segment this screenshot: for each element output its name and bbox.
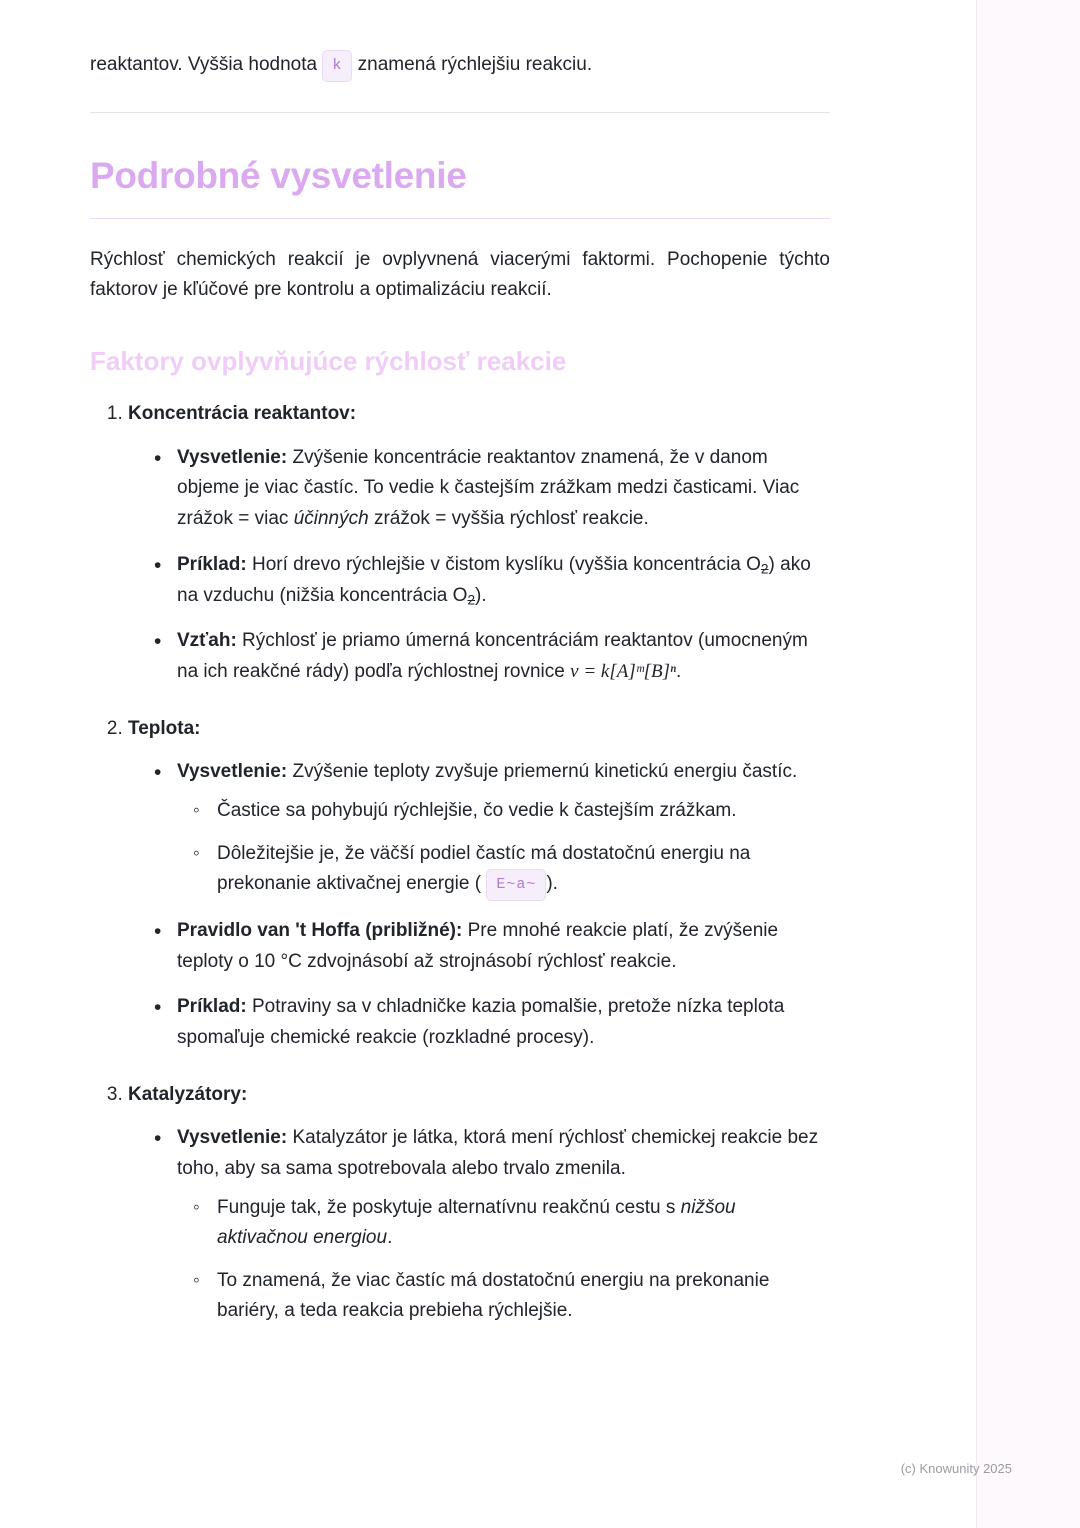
sub-bullet-text: To znamená, že viac častíc má dostatočnú energiu na prekonanie bariéry, a teda reakcia prebieha rýchlejšie. — [217, 1269, 770, 1321]
list-item — [191, 839, 830, 901]
document-content — [90, 0, 830, 1352]
section-divider — [90, 112, 830, 113]
sub-details-list — [177, 1193, 830, 1326]
bullet-text-cont: zrážok = vyššia rýchlosť reakcie. — [368, 508, 649, 530]
page-right-margin-strip — [976, 0, 1080, 1528]
page-title: Podrobné vysvetlenie — [90, 155, 467, 196]
rate-equation-formula: v = k[A]ᵐ[B]ⁿ — [570, 661, 677, 683]
factor-details-list — [128, 443, 830, 688]
list-item — [191, 1193, 830, 1253]
bullet-lead: Vzťah: — [177, 630, 237, 652]
subsection-title: Faktory ovplyvňujúce rýchlosť reakcie — [90, 346, 567, 377]
list-item — [191, 1266, 830, 1326]
list-item — [150, 550, 830, 612]
list-item — [150, 626, 830, 688]
list-item — [128, 714, 830, 1054]
sub-bullet-text: Dôležitejšie je, že väčší podiel častíc má dostatočnú energiu na prekonanie aktivačnej energie ( — [217, 843, 751, 895]
bullet-text: Zvýšenie koncentrácie reaktantov znamená, že v danom objeme je viac častíc. To vedie k častejším zrážkam medzi časticami. Viac zrážok = viac — [177, 446, 800, 530]
inline-code-k: k — [322, 50, 352, 82]
title-underline — [90, 218, 830, 219]
factors-list — [90, 399, 830, 1326]
subscript-two: 2 — [760, 561, 769, 577]
sub-bullet-text-end: ). — [546, 873, 558, 895]
bullet-text: Rýchlosť je priamo úmerná koncentráciám reaktantov (umocneným na ich reakčné rády) podľa rýchlostnej rovnice — [177, 630, 808, 683]
inline-code-activation-energy: E~a~ — [486, 869, 546, 901]
sub-bullet-text: Funguje tak, že poskytuje alternatívnu reakčnú cestu s — [217, 1196, 681, 1218]
copyright-credit: (c) Knowunity 2025 — [900, 1461, 1012, 1476]
bullet-lead: Príklad: — [177, 553, 247, 575]
sub-details-list — [177, 796, 830, 901]
bullet-text-cont: ) ako na vzduchu (nižšia koncentrácia O — [177, 553, 811, 606]
sub-bullet-text-end: . — [387, 1226, 393, 1248]
bullet-text: Potraviny sa v chladničke kazia pomalšie, pretože nízka teplota spomaľuje chemické reakcie (rozkladné procesy). — [177, 996, 785, 1049]
list-item — [128, 399, 830, 688]
factor-label: Koncentrácia reaktantov: — [128, 403, 357, 425]
list-item — [191, 796, 830, 826]
bullet-lead: Vysvetlenie: — [177, 1127, 288, 1149]
bullet-text: Pre mnohé reakcie platí, že zvýšenie teploty o 10 °C zdvojnásobí až strojnásobí rýchlosť reakcie. — [177, 919, 779, 972]
subscript-two: 2 — [467, 591, 476, 607]
bullet-lead: Vysvetlenie: — [177, 446, 288, 468]
bullet-text-end: ). — [475, 584, 487, 606]
bullet-lead: Pravidlo van 't Hoffa (približné): — [177, 919, 463, 941]
bullet-text-end: . — [676, 661, 682, 683]
continued-paragraph-text-before: reaktantov. Vyššia hodnota — [90, 54, 318, 75]
bullet-lead: Vysvetlenie: — [177, 761, 288, 783]
continued-paragraph — [90, 0, 830, 82]
bullet-text: Zvýšenie teploty zvyšuje priemernú kinetickú energiu častíc. — [287, 761, 798, 783]
list-item — [150, 443, 830, 535]
list-item — [150, 992, 830, 1054]
bullet-lead: Príklad: — [177, 996, 247, 1018]
factor-label: Teplota: — [128, 717, 201, 739]
bullet-text: Katalyzátor je látka, ktorá mení rýchlosť chemickej reakcie bez toho, aby sa sama spotrebovala alebo trvalo zmenila. — [177, 1127, 819, 1180]
continued-paragraph-text-after: znamená rýchlejšiu reakciu. — [357, 54, 593, 75]
sub-bullet-text: Častice sa pohybujú rýchlejšie, čo vedie k častejším zrážkam. — [217, 800, 737, 822]
bullet-italic: účinných — [293, 508, 369, 530]
factor-label: Katalyzátory: — [128, 1083, 248, 1105]
list-item — [150, 1123, 830, 1326]
list-item — [128, 1080, 830, 1326]
list-item — [150, 757, 830, 900]
list-item — [150, 916, 830, 978]
sub-bullet-italic: nižšou aktivačnou energiou — [217, 1196, 736, 1248]
factor-details-list — [128, 1123, 830, 1326]
intro-paragraph: Rýchlosť chemických reakcií je ovplyvnená viacerými faktormi. Pochopenie týchto faktorov je kľúčové pre kontrolu a optimalizáciu reakcií. — [90, 248, 830, 301]
bullet-text: Horí drevo rýchlejšie v čistom kyslíku (vyššia koncentrácia O — [246, 553, 761, 575]
factor-details-list — [128, 757, 830, 1054]
